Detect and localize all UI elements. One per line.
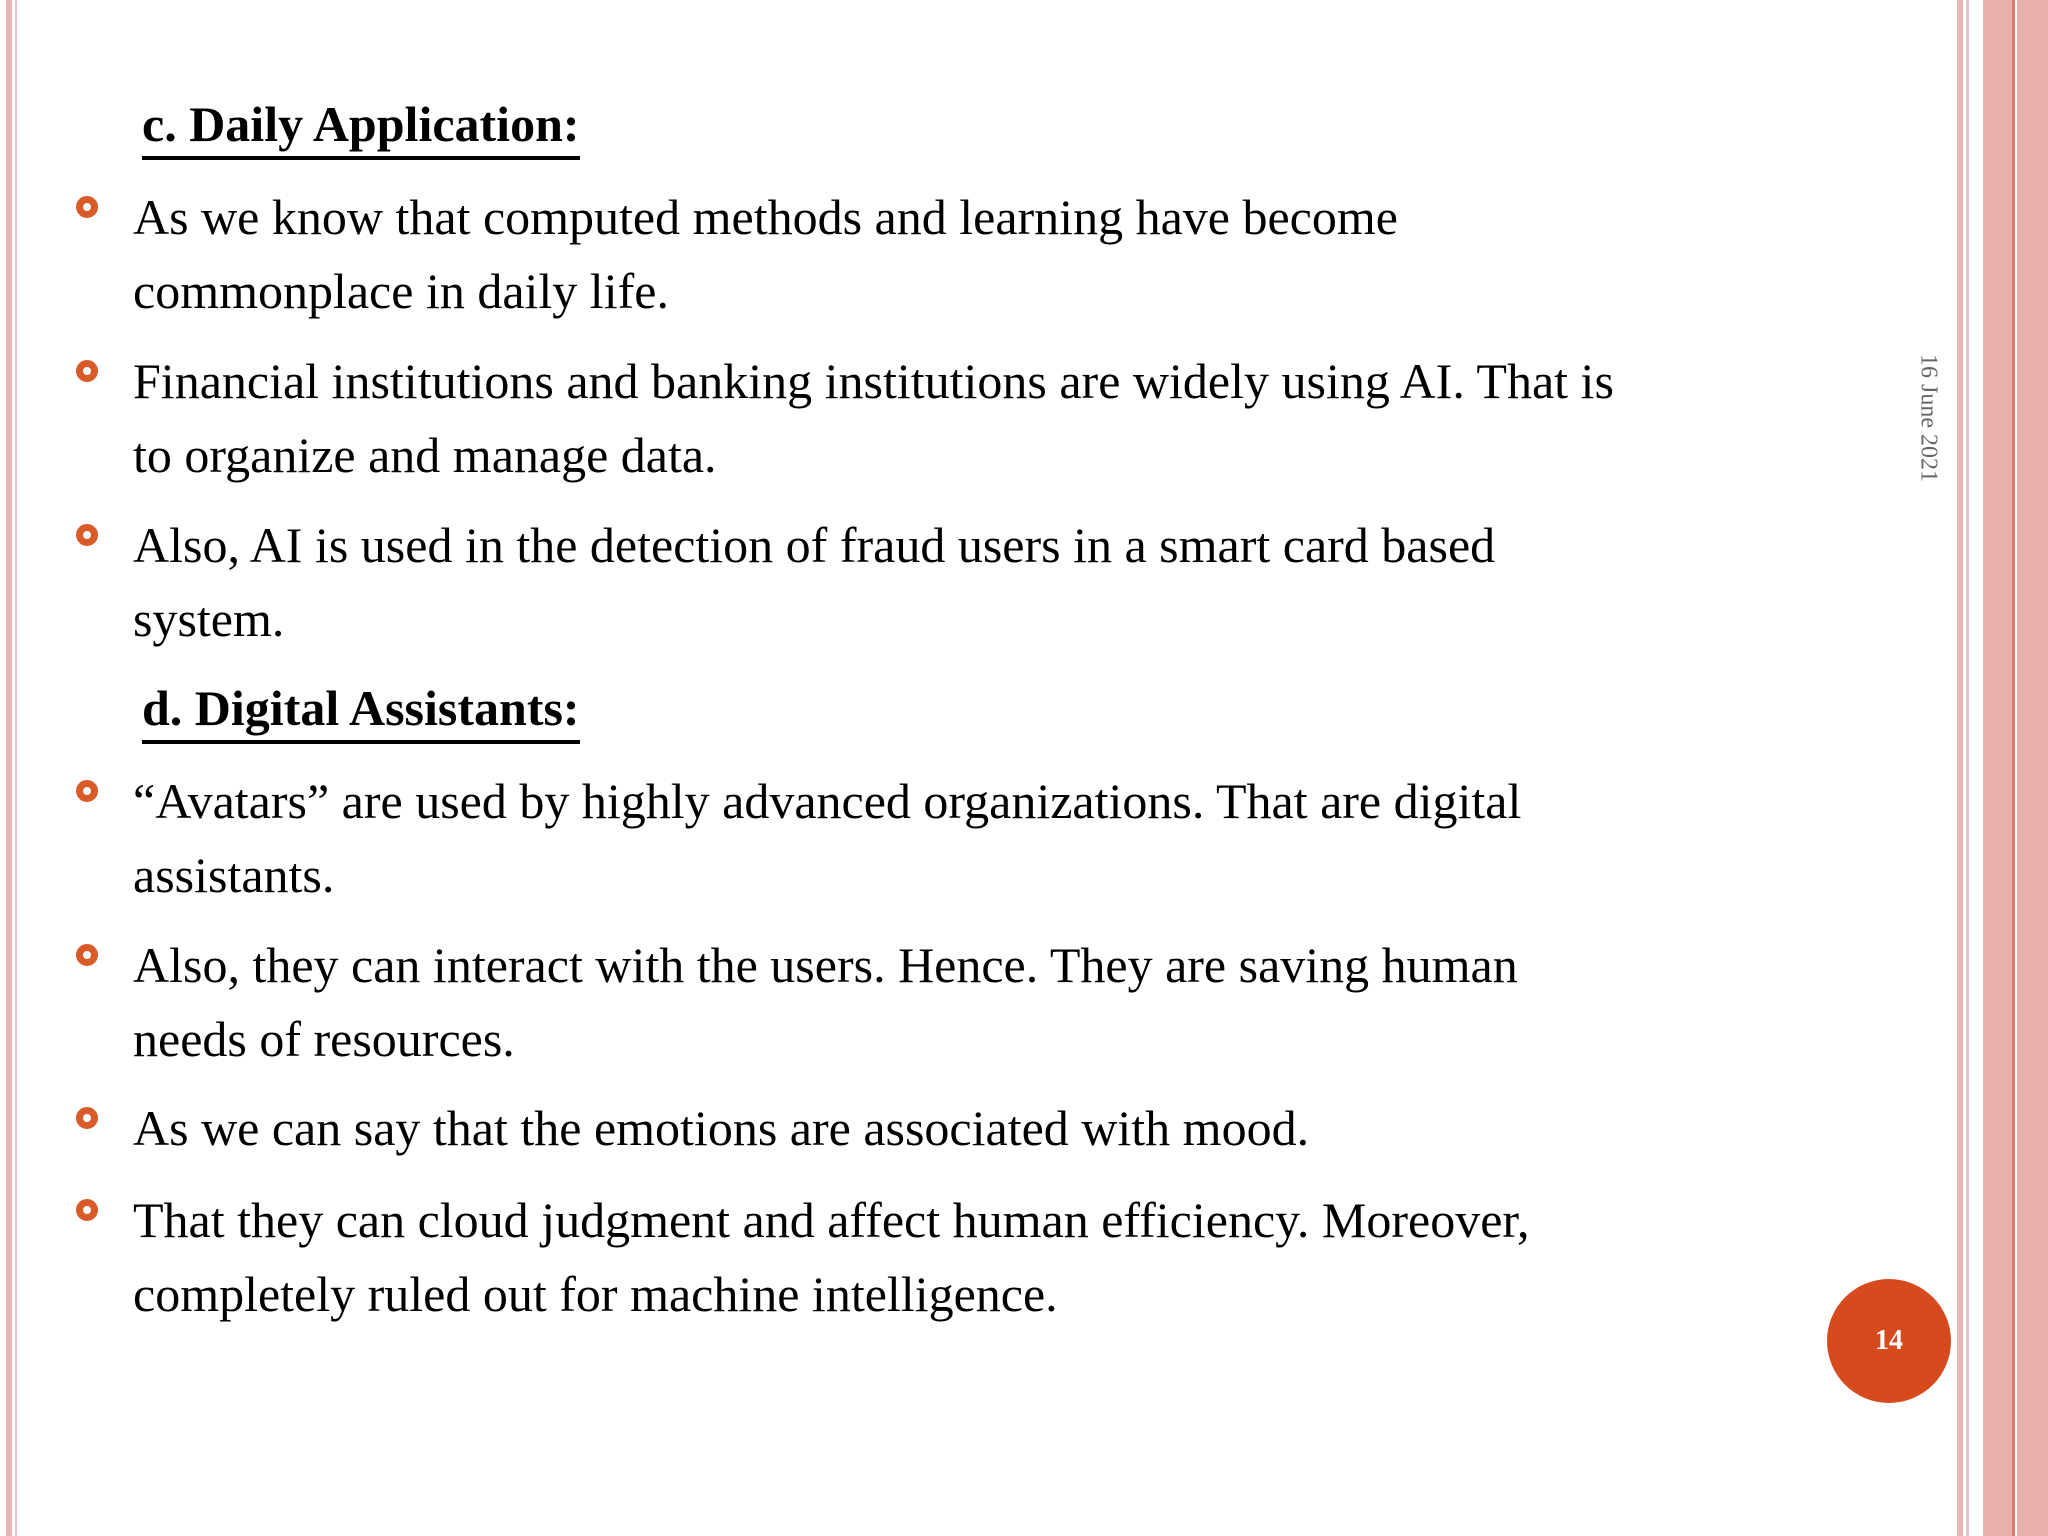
bullet-text xyxy=(133,508,1833,656)
bullet-text-line: Also, they can interact with the users. Hence. They are saving human xyxy=(133,937,1518,993)
circle-bullet-icon xyxy=(76,360,98,382)
page-number-badge: 14 xyxy=(1827,1279,1951,1403)
bullet-text-line: Also, AI is used in the detection of fraud users in a smart card based xyxy=(133,517,1496,573)
heading-daily-application: c. Daily Application: xyxy=(142,94,580,160)
right-border-line-thin xyxy=(1966,0,1969,1536)
bullet-text-line: As we can say that the emotions are associated with mood. xyxy=(133,1100,1310,1156)
left-border-line-thin xyxy=(15,0,17,1536)
bullet-text-line: Financial institutions and banking institutions are widely using AI. That is xyxy=(133,353,1614,409)
circle-bullet-icon xyxy=(76,1199,98,1221)
right-border-band-outer xyxy=(2017,0,2048,1536)
bullet-text-line: That they can cloud judgment and affect human efficiency. Moreover, xyxy=(133,1192,1530,1248)
right-border-band xyxy=(1983,0,2014,1536)
bullet-text xyxy=(133,1183,1833,1331)
bullet-text xyxy=(133,1091,1833,1165)
bullet-text-line: system. xyxy=(133,591,285,647)
right-border-line xyxy=(1957,0,1963,1536)
circle-bullet-icon xyxy=(76,944,98,966)
bullet-text-line: completely ruled out for machine intelligence. xyxy=(133,1266,1058,1322)
heading-digital-assistants: d. Digital Assistants: xyxy=(142,678,580,744)
circle-bullet-icon xyxy=(76,1107,98,1129)
bullet-text-line: commonplace in daily life. xyxy=(133,263,669,319)
bullet-text xyxy=(133,344,1833,492)
left-border-line xyxy=(6,0,12,1536)
bullet-text-line: assistants. xyxy=(133,847,335,903)
bullet-text-line: to organize and manage data. xyxy=(133,427,717,483)
bullet-text-line: “Avatars” are used by highly advanced organizations. That are digital xyxy=(133,773,1522,829)
bullet-text xyxy=(133,180,1833,328)
circle-bullet-icon xyxy=(76,196,98,218)
right-border-band-accent xyxy=(2012,0,2015,1536)
circle-bullet-icon xyxy=(76,524,98,546)
bullet-text xyxy=(133,764,1833,912)
bullet-text-line: As we know that computed methods and learning have become xyxy=(133,189,1398,245)
circle-bullet-icon xyxy=(76,780,98,802)
bullet-text xyxy=(133,928,1833,1076)
slide-date: 16 June 2021 xyxy=(1915,354,1942,482)
bullet-text-line: needs of resources. xyxy=(133,1011,515,1067)
